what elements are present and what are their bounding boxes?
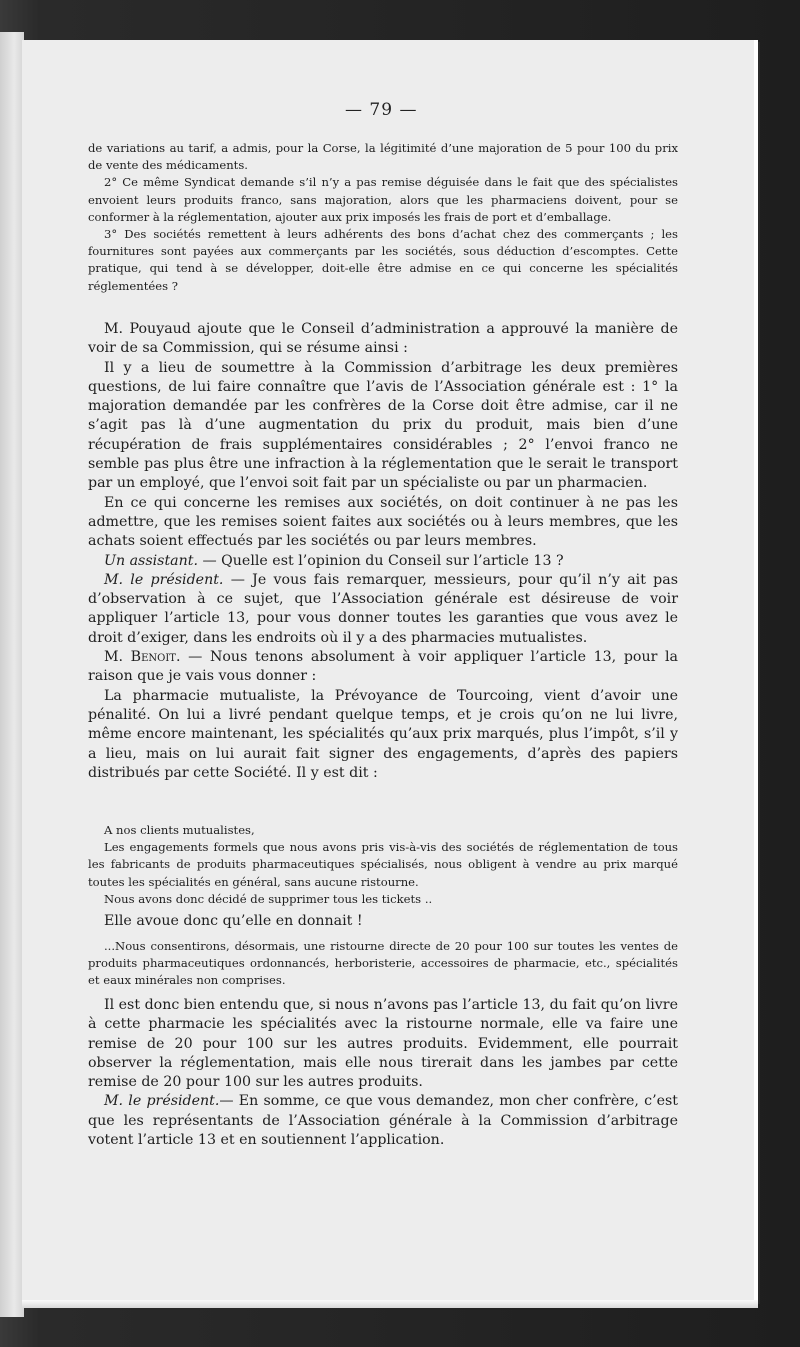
avoue-block bbox=[88, 912, 678, 931]
closing-body bbox=[88, 996, 678, 1150]
president-paragraph-2 bbox=[88, 1092, 678, 1150]
article13-paragraph: Il est donc bien entendu que, si nous n’avons pas l’article 13, du fait qu’on livre à cette pharmacie les spécialités avec la ristourne normale, elle va faire une remise de 20 pour 100 sur les autres produits. Evidemment, elle pourrait observer la réglementation, mais elle nous tirerait dans les jambes par cette remise de 20 pour 100 sur les autres produits. bbox=[88, 997, 678, 1091]
speaker-president-2: M. le président. bbox=[104, 1093, 220, 1110]
pouyaud-paragraph: M. Pouyaud ajoute que le Conseil d’administration a approuvé la manière de voir de sa Commission, qui se résume ainsi : bbox=[88, 321, 678, 357]
benoit-text: — Nous tenons absolument à voir appliquer l’article 13, pour la raison que je vais vous donner : bbox=[88, 649, 679, 685]
assistant-text: — Quelle est l’opinion du Conseil sur l’article 13 ? bbox=[197, 552, 564, 569]
tourcoing-paragraph: La pharmacie mutualiste, la Prévoyance de Tourcoing, vient d’avoir une pénalité. On lui a livré pendant quelque temps, et je crois qu’on ne lui livre, même encore maintenant, les spécialités qu’aux prix marqués, plus l’impôt, s’il y a lieu, mais on lui aurait fait signer des engagements, d’après des papiers distribués par cette Société. Il y est dit : bbox=[88, 687, 678, 781]
commission-paragraph: Il y a lieu de soumettre à la Commission d’arbitrage les deux premières questions, de lui faire connaître que l’avis de l’Association générale est : 1° la majoration demandée par les confrères de la Corse doit être admise, car il ne s’agit pas là d’une augmentation du prix du produit, mais bien d’une récupération de frais supplémentaires considérables ; 2° l’envoi franco ne semble pas plus être une infraction à la réglementation que le serait le transport par un employé, que l’envoi soit fait par un spécialiste ou par un pharmacien. bbox=[88, 359, 678, 492]
speaker-benoit: M. Benoit. bbox=[104, 649, 181, 666]
top-paragraph-2: 2° Ce même Syndicat demande s’il n’y a pas remise déguisée dans le fait que des spécialistes envoient leurs produits franco, sans majoration, alors que les pharmaciens doivent, pour se conformer à la réglementation, ajouter aux prix imposés les frais de port et d’emballage. bbox=[88, 175, 678, 224]
page-bottom-edge bbox=[22, 1300, 758, 1308]
quote-block-1 bbox=[88, 822, 678, 908]
top-paragraph-1: de variations au tarif, a admis, pour la Corse, la légitimité d’une majoration de 5 pour 100 du prix de vente des médicaments. bbox=[88, 141, 678, 173]
main-body bbox=[88, 320, 678, 783]
remises-paragraph: En ce qui concerne les remises aux sociétés, on doit continuer à ne pas les admettre, que les remises soient faites aux sociétés ou à leurs membres, que les achats soient effectués par les sociétés ou par leurs membres. bbox=[88, 494, 678, 550]
top-paragraph-3: 3° Des sociétés remettent à leurs adhérents des bons d’achat chez des commerçants ; les fournitures sont payées aux commerçants par les sociétés, sous déduction d’escomptes. Cette pratique, qui tend à se développer, doit-elle être admise en ce qui concerne les spécialités réglementées ? bbox=[88, 227, 678, 293]
quote-ristourne: ...Nous consentirons, désormais, une ristourne directe de 20 pour 100 sur toutes les ventes de produits pharmaceutiques ordonnancés, herboristerie, accessoires de pharmacie, etc., spécialités et eaux minérales non comprises. bbox=[88, 939, 678, 988]
avoue-paragraph: Elle avoue donc qu’elle en donnait ! bbox=[104, 913, 363, 929]
quote-block-2 bbox=[88, 938, 678, 990]
president-text-1: — Je vous fais remarquer, messieurs, pour qu’il n’y ait pas d’observation à ce sujet, que l’Association générale est désireuse de voir appliquer l’article 13, pour vous donner toutes les garanties que vous avez le droit d’exiger, dans les endroits où il y a des pharmacies mutualistes. bbox=[88, 571, 678, 646]
quote-engagements: Les engagements formels que nous avons pris vis-à-vis des sociétés de réglementation de tous les fabricants de produits pharmaceutiques spécialisés, nous obligent à vendre au prix marqué toutes les spécialités en général, sans aucune ristourne. bbox=[88, 840, 678, 889]
top-block bbox=[88, 140, 678, 295]
quote-salutation: A nos clients mutualistes, bbox=[104, 823, 255, 837]
president-paragraph-1 bbox=[88, 571, 678, 648]
assistant-paragraph bbox=[88, 552, 678, 571]
page-number: — 79 — bbox=[345, 100, 418, 120]
speaker-president: M. le président. bbox=[104, 571, 224, 588]
quote-tickets: Nous avons donc décidé de supprimer tous les tickets .. bbox=[104, 891, 433, 906]
benoit-paragraph bbox=[88, 648, 678, 687]
left-page-edge bbox=[0, 32, 24, 1317]
president-text-2: — En somme, ce que vous demandez, mon cher confrère, c’est que les représentants de l’Association générale à la Commission d’arbitrage votent l’article 13 et en soutiennent l’application. bbox=[88, 1093, 678, 1149]
speaker-assistant: Un assistant. bbox=[104, 552, 198, 569]
